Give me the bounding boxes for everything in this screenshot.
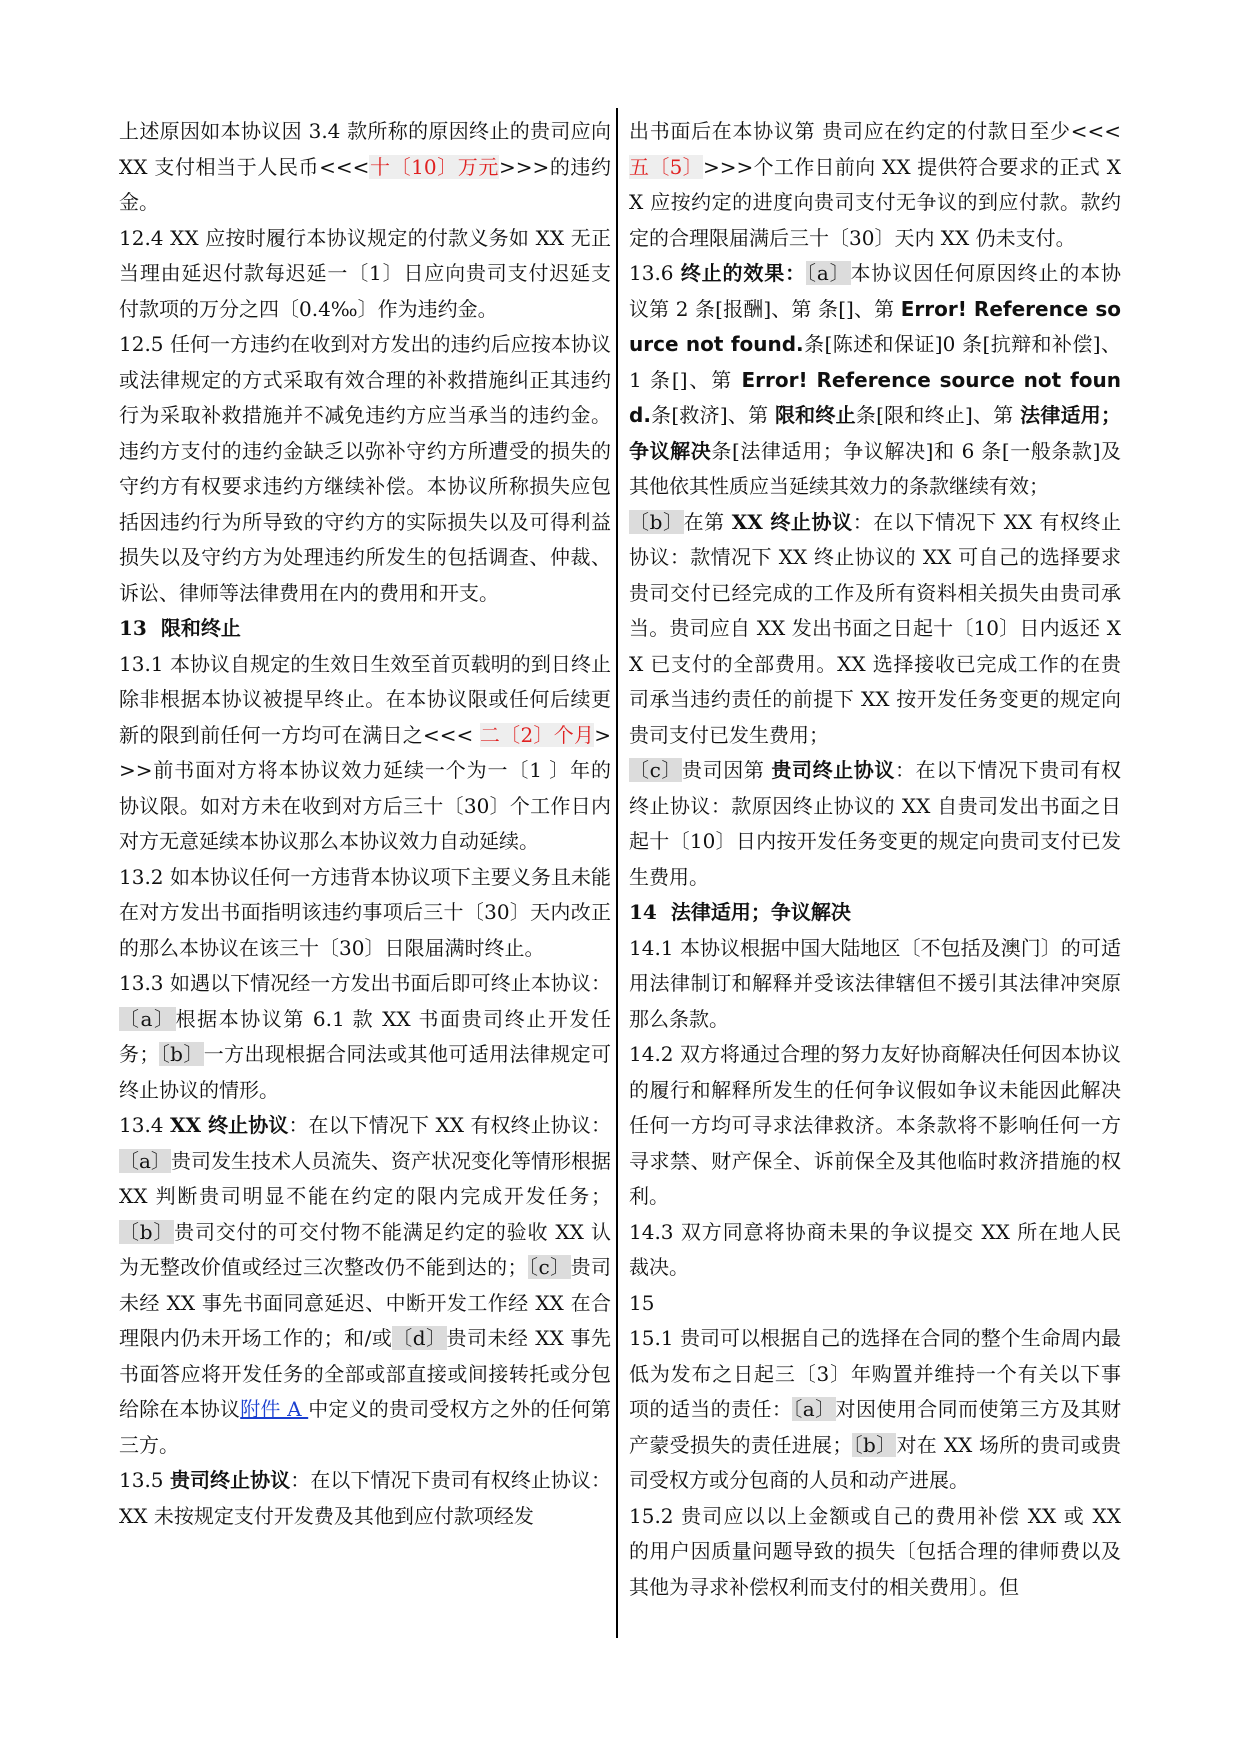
highlighted-period: 二〔2〕个月 [479,722,595,747]
clause-13-6-c: 〔c〕贵司因第 贵司终止协议：在以下情况下贵司有权终止协议：款原因终止协议的 XX 自贵司发出书面之日起十〔10〕日内按开发任务变更的规定向贵司支付已发生费用。 [629,758,1122,889]
section-heading-14: 14 法律适用；争议解决 [629,900,851,924]
clause-12-5: 12.5 任何一方违约在收到对方发出的违约后应按本协议或法律规定的方式采取有效合理的补救措施纠正其违约行为采取补救措施并不减免违约方应当承当的违约金。违约方支付的违约金缺乏以弥补守约方所遭受的损失的守约方有权要求违约方继续补偿。本协议所称损失应包括因违约行为所导致的守约方的实际损失以及可得利益损失以及守约方为处理违约所发生的包括调查、仲裁、诉讼、律师等法律费用在内的费用和开支。 [119,332,611,605]
clause-14-2: 14.2 双方将通过合理的努力友好协商解决任何因本协议的履行和解释所发生的任何争议假如争议未能因此解决任何一方均可寻求法律救济。本条款将不影响任何一方寻求禁、财产保全、诉前保全及其他临时救济措施的权利。 [629,1042,1121,1208]
clause-13-6-b: 〔b〕在第 XX 终止协议：在以下情况下 XX 有权终止协议：款情况下 XX 终止协议的 XX 可自己的选择要求贵司交付已经完成的工作及所有资料相关损失由贵司承当。贵司应自 XX 发出书面之日起十〔10〕日内返还 XX 已支付的全部费用。XX 选择接收已完成工作的在贵司承当违约责任的前提下 XX 按开发任务变更的规定向贵司支付已发生费用； [629,509,1122,747]
left-column [119,114,611,1534]
clause-13-5-continued: 出书面后在本协议第 贵司应在约定的付款日至少<<<五〔5〕>>>个工作日前向 XX 提供符合要求的正式 XX 应按约定的进度向贵司支付无争议的到应付款。款约定的合理限届满后三十〔30〕天内 XX 仍未支付。 [629,119,1121,250]
reference-error: Error! Reference source not found. [629,367,1122,427]
highlighted-days: 五〔5〕 [629,154,703,179]
section-heading-15: 15 [629,1290,655,1315]
paragraph-12-3-continued: 上述原因如本协议因 3.4 款所称的原因终止的贵司应向 XX 支付相当于人民币<<<十〔10〕万元>>>的违约金。 [119,119,612,214]
clause-15-2: 15.2 贵司应以以上金额或自己的费用补偿 XX 或 XX 的用户因质量问题导致的损失〔包括合理的律师费以及其他为寻求补偿权利而支付的相关费用〕。但 [629,1503,1121,1599]
clause-13-6: 13.6 终止的效果：〔a〕本协议因任何原因终止的本协议第 2 条[报酬]、第 条[]、第 Error! Reference source not found.条[陈述和保证]0 条[抗辩和补偿]、1 条[]、第 Error! Reference source not found.条[救济]、第 限和终止条[限和终止]、第 法律适用；争议解决条[法律适用；争议解决]和 6 条[一般条款]及其他依其性质应当延续其效力的条款继续有效； [629,261,1122,498]
highlighted-amount: 十〔10〕万元 [369,154,499,179]
column-divider [616,108,618,1638]
reference-error: Error! Reference source not found. [629,296,1121,356]
clause-12-4: 12.4 XX 应按时履行本协议规定的付款义务如 XX 无正当理由延迟付款每迟延一〔1〕日应向贵司支付迟延支付款项的万分之四〔0.4‰〕作为违约金。 [119,225,611,321]
clause-13-3: 13.3 如遇以下情况经一方发出书面后即可终止本协议：〔a〕根据本协议第 6.1 款 XX 书面贵司终止开发任务；〔b〕一方出现根据合同法或其他可适用法律规定可终止协议的情形。 [119,971,612,1102]
clause-14-3: 14.3 双方同意将协商未果的争议提交 XX 所在地人民裁决。 [629,1219,1121,1279]
clause-13-5: 13.5 贵司终止协议：在以下情况下贵司有权终止协议：XX 未按规定支付开发费及其他到应付款项经发 [119,1468,612,1528]
section-heading-13: 13 限和终止 [119,616,241,640]
clause-15-1: 15.1 贵司可以根据自己的选择在合同的整个生命周内最低为发布之日起三〔3〕年购置并维持一个有关以下事项的适当的责任：〔a〕对因使用合同而使第三方及其财产蒙受损失的责任进展；〔b〕对在 XX 场所的贵司或贵司受权方或分包商的人员和动产进展。 [629,1326,1121,1492]
clause-13-4: 13.4 XX 终止协议：在以下情况下 XX 有权终止协议：〔a〕贵司发生技术人员流失、资产状况变化等情形根据 XX 判断贵司明显不能在约定的限内完成开发任务；〔b〕贵司交付的可交付物不能满足约定的验收 XX 认为无整改价值或经过三次整改仍不能到达的；〔c〕贵司未经 XX 事先书面同意延迟、中断开发工作经 XX 在合理限内仍未开场工作的；和/或〔d〕贵司未经 XX 事先书面答应将开发任务的全部或部直接或间接转托或分包给除在本协议附件 A 中定义的贵司受权方之外的任何第三方。 [119,1113,612,1457]
appendix-a-link[interactable]: 附件 A [240,1397,309,1421]
clause-13-1: 13.1 本协议自规定的生效日生效至首页载明的到日终止除非根据本协议被提早终止。在本协议限或任何后续更新的限到前任何一方均可在满日之<<< 二〔2〕个月>>>前书面对方将本协议效力延续一个为一〔1 〕年的协议限。如对方未在收到对方后三十〔30〕个工作日内对方无意延续本协议那么本协议效力自动延续。 [119,651,611,853]
clause-13-2: 13.2 如本协议任何一方违背本协议项下主要义务且未能在对方发出书面指明该违约事项后三十〔30〕天内改正的那么本协议在该三十〔30〕日限届满时终止。 [119,864,611,960]
clause-14-1: 14.1 本协议根据中国大陆地区〔不包括及澳门〕的可适用法律制订和解释并受该法律辖但不援引其法律冲突原那么条款。 [629,935,1121,1031]
right-column [629,114,1121,1605]
